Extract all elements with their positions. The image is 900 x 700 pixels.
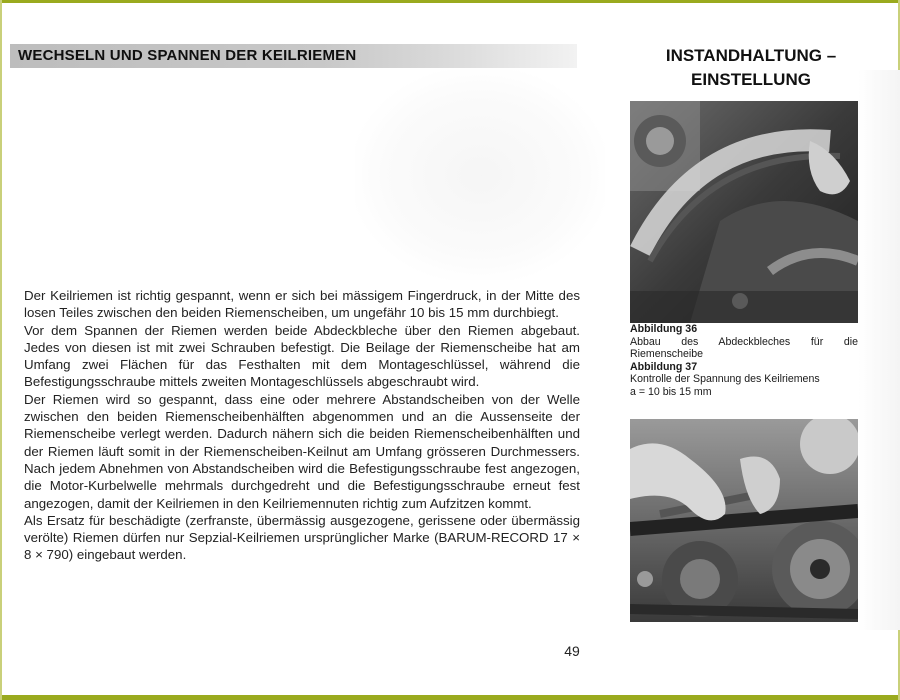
body-paragraph: Vor dem Spannen der Riemen werden beide Abdeckbleche über den Riemen abgebaut. Jedes von diesen ist mit zwei Schrauben befestigt. Die Beilage der Riemenscheibe hat am Umfang zwei Flächen für das Festhalten mit dem Montageschlüssel, während die Befestigungsschraube mittels zweiten Montageschlüssels abgeschraubt wird. <box>24 322 580 390</box>
body-paragraph: Der Keilriemen ist richtig gespannt, wenn er sich bei mässigem Fingerdruck, in der Mitte des losen Teiles zwischen den beiden Riemenscheiben, um ungefähr 10 bis 15 mm durchbiegt. <box>24 288 580 321</box>
category-title-line1: INSTANDHALTUNG – <box>665 46 837 65</box>
figure-37-photo <box>630 419 858 622</box>
figure-captions <box>630 323 858 399</box>
figure-36-photo <box>630 101 858 323</box>
figure-37-caption: Kontrolle der Spannung des Keilriemens <box>630 373 820 386</box>
category-title-line2: EINSTELLUNG <box>691 70 811 89</box>
page-frame-top <box>0 0 900 3</box>
page-number: 49 <box>564 643 580 659</box>
body-paragraph: Als Ersatz für beschädigte (zerfranste, übermässig ausgezogene, gerissene oder übermässig verölte) Riemen dürfen nur Sepzial-Keilriemen ursprünglicher Marke (BARUM-RECORD 17 × 8 × 790) eingebaut werden. <box>24 512 580 563</box>
bleed-through-shadow <box>355 70 605 280</box>
figure-37-note: a = 10 bis 15 mm <box>630 385 712 398</box>
page-frame-bottom <box>0 695 900 700</box>
bleed-through-edge <box>858 70 900 630</box>
section-heading: WECHSELN UND SPANNEN DER KEILRIEMEN <box>10 44 577 68</box>
body-text <box>24 287 580 564</box>
figure-36-label: Abbildung 36 <box>630 323 698 335</box>
figure-36-caption: Abbau des Abdeckbleches für die Riemenscheibe <box>630 335 858 361</box>
page-frame-left <box>0 0 2 700</box>
figure-37-label: Abbildung 37 <box>630 360 698 373</box>
category-title <box>636 44 866 92</box>
body-paragraph: Der Riemen wird so gespannt, dass eine oder mehrere Abstandscheiben von der Welle zwischen den beiden Riemenscheibenhälften abgenommen und an die Aussenseite der Riemenscheibe verlegt werden. Dadurch nähern sich die beiden Riemenscheibenhälften und der Riemen läuft somit in der Riemenscheiben-Keilnut am Umfang grösseren Durchmessers. Nach jedem Abnehmen von Abstandscheiben wird die Befestigungsschraube fest angezogen, die Motor-Kurbelwelle mehrmals durchgedreht und die Befestigungsschraube erneut fest angezogen, damit der Keilriemen in den Keilriemennuten richtig zum Aufzitzen kommt. <box>24 391 580 511</box>
